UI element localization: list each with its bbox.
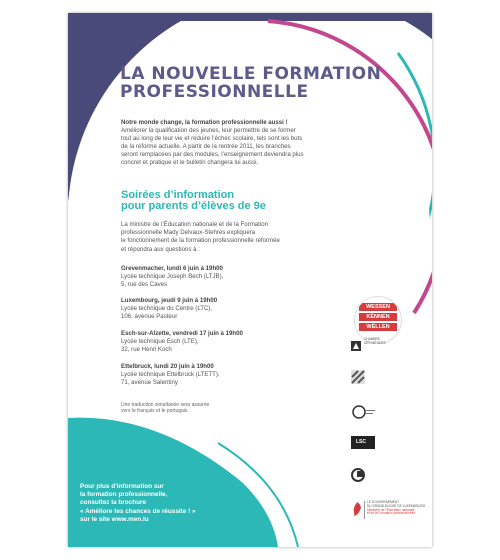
gov-line-1: LE GOUVERNEMENT [367,500,400,504]
chambre-des-metiers-logo [351,337,386,356]
section-heading [121,190,351,212]
session-item [121,330,351,355]
chambre-line-1: CHAMBRE [364,337,380,341]
session-school: Lycée technique Esch (LTE), [121,338,199,346]
partner-logo-5 [351,468,365,487]
cta-line: « Améliore tes chances de réussite ! » [80,507,196,515]
lsc-text: LSC [356,439,366,445]
chambre-line-2: DES MÉTIERS [364,340,386,345]
poster [68,13,432,547]
intro-line: de la réforme actuelle. A partir de la rentrée 2011, les branches [121,143,291,151]
session-address: 5, rue des Caves [121,281,168,289]
session-item [121,297,351,322]
partner-2-icon [351,370,365,384]
body-line: le fonctionnement de la formation professionnelle réformée [121,237,280,245]
partner-3-icon [351,405,375,419]
translation-line-2: vers le français et le portugais. [121,408,189,415]
cta-line: Pour plus d’information sur [80,483,164,490]
logo-divider [364,501,365,519]
intro-line: concret et pratique et le bulletin changera lui aussi. [121,159,259,167]
session-head: Luxembourg, jeudi 9 juin à 19h00 [121,297,218,304]
intro-line: tout au long de leur vie et réduire l’échec scolaire, tels sont les buts [121,135,303,143]
session-item [121,363,351,388]
session-head: Ettelbruck, lundi 20 juin à 19h00 [121,363,214,370]
gov-line-2: DU GRAND-DUCHÉ DE LUXEMBOURG [367,503,426,508]
session-address: 106, avenue Pasteur [121,313,178,321]
section-heading-line-2: pour parents d’élèves de 9e [121,200,266,212]
translation-line-1: Une traduction simultanée sera assurée [121,402,210,408]
cta-line: consultez la brochure [80,499,147,507]
body-line: professionnelle Mady Delvaux-Stehres expliquera [121,229,256,237]
section-heading-line-1: Soirées d’information [121,189,235,201]
session-address: 71, avenue Salentiny [121,379,178,387]
cta-line: la formation professionnelle, [80,491,168,499]
chambre-icon [351,341,361,351]
badge-word: KËNNEN [359,313,397,321]
gov-line-3: Ministère de l’Éducation nationale [367,507,415,512]
red-lion-icon [351,501,363,517]
intro-line: Améliorer la qualification des jeunes, leur permettre de se former [121,127,296,135]
info-callout [80,483,220,524]
session-school: Lycée technique Ettelbruck (LTETT), [121,371,220,379]
partner-logo-2 [351,370,365,389]
translation-note [121,402,261,415]
session-head: Esch-sur-Alzette, vendredi 17 juin à 19h00 [121,330,243,337]
title-line-1: LA NOUVELLE FORMATION [120,64,382,84]
session-school: Lycée technique Joseph Bech (LTJB), [121,273,224,281]
badge-word: WESSEN [359,303,397,311]
session-school: Lycée technique du Centre (LTC), [121,305,213,313]
intro-lead: Notre monde change, la formation professionnelle aussi ! [121,119,288,126]
government-logo [351,500,426,522]
partner-5-icon [351,468,365,482]
session-item [121,265,351,290]
intro-paragraph [121,119,381,168]
intro-line: seront remplacées par des modules, l’enseignement deviendra plus [121,151,304,159]
body-paragraph [121,221,341,254]
body-line: et répondra aux questions à : [121,245,200,253]
session-address: 32, rue Henri Koch [121,346,172,354]
body-line: La ministre de l’Éducation nationale et de la Formation [121,221,269,228]
cta-line: sur le site www.men.lu [80,515,149,523]
gov-line-4: et de la Formation professionnelle [367,511,416,516]
lsc-logo [351,436,375,454]
page-title [120,65,400,101]
badge-word: WËLLEN [359,323,397,331]
partner-logo-3 [351,405,375,424]
title-line-2: PROFESSIONNELLE [120,82,309,102]
session-head: Grevenmacher, lundi 6 juin à 19h00 [121,265,223,272]
